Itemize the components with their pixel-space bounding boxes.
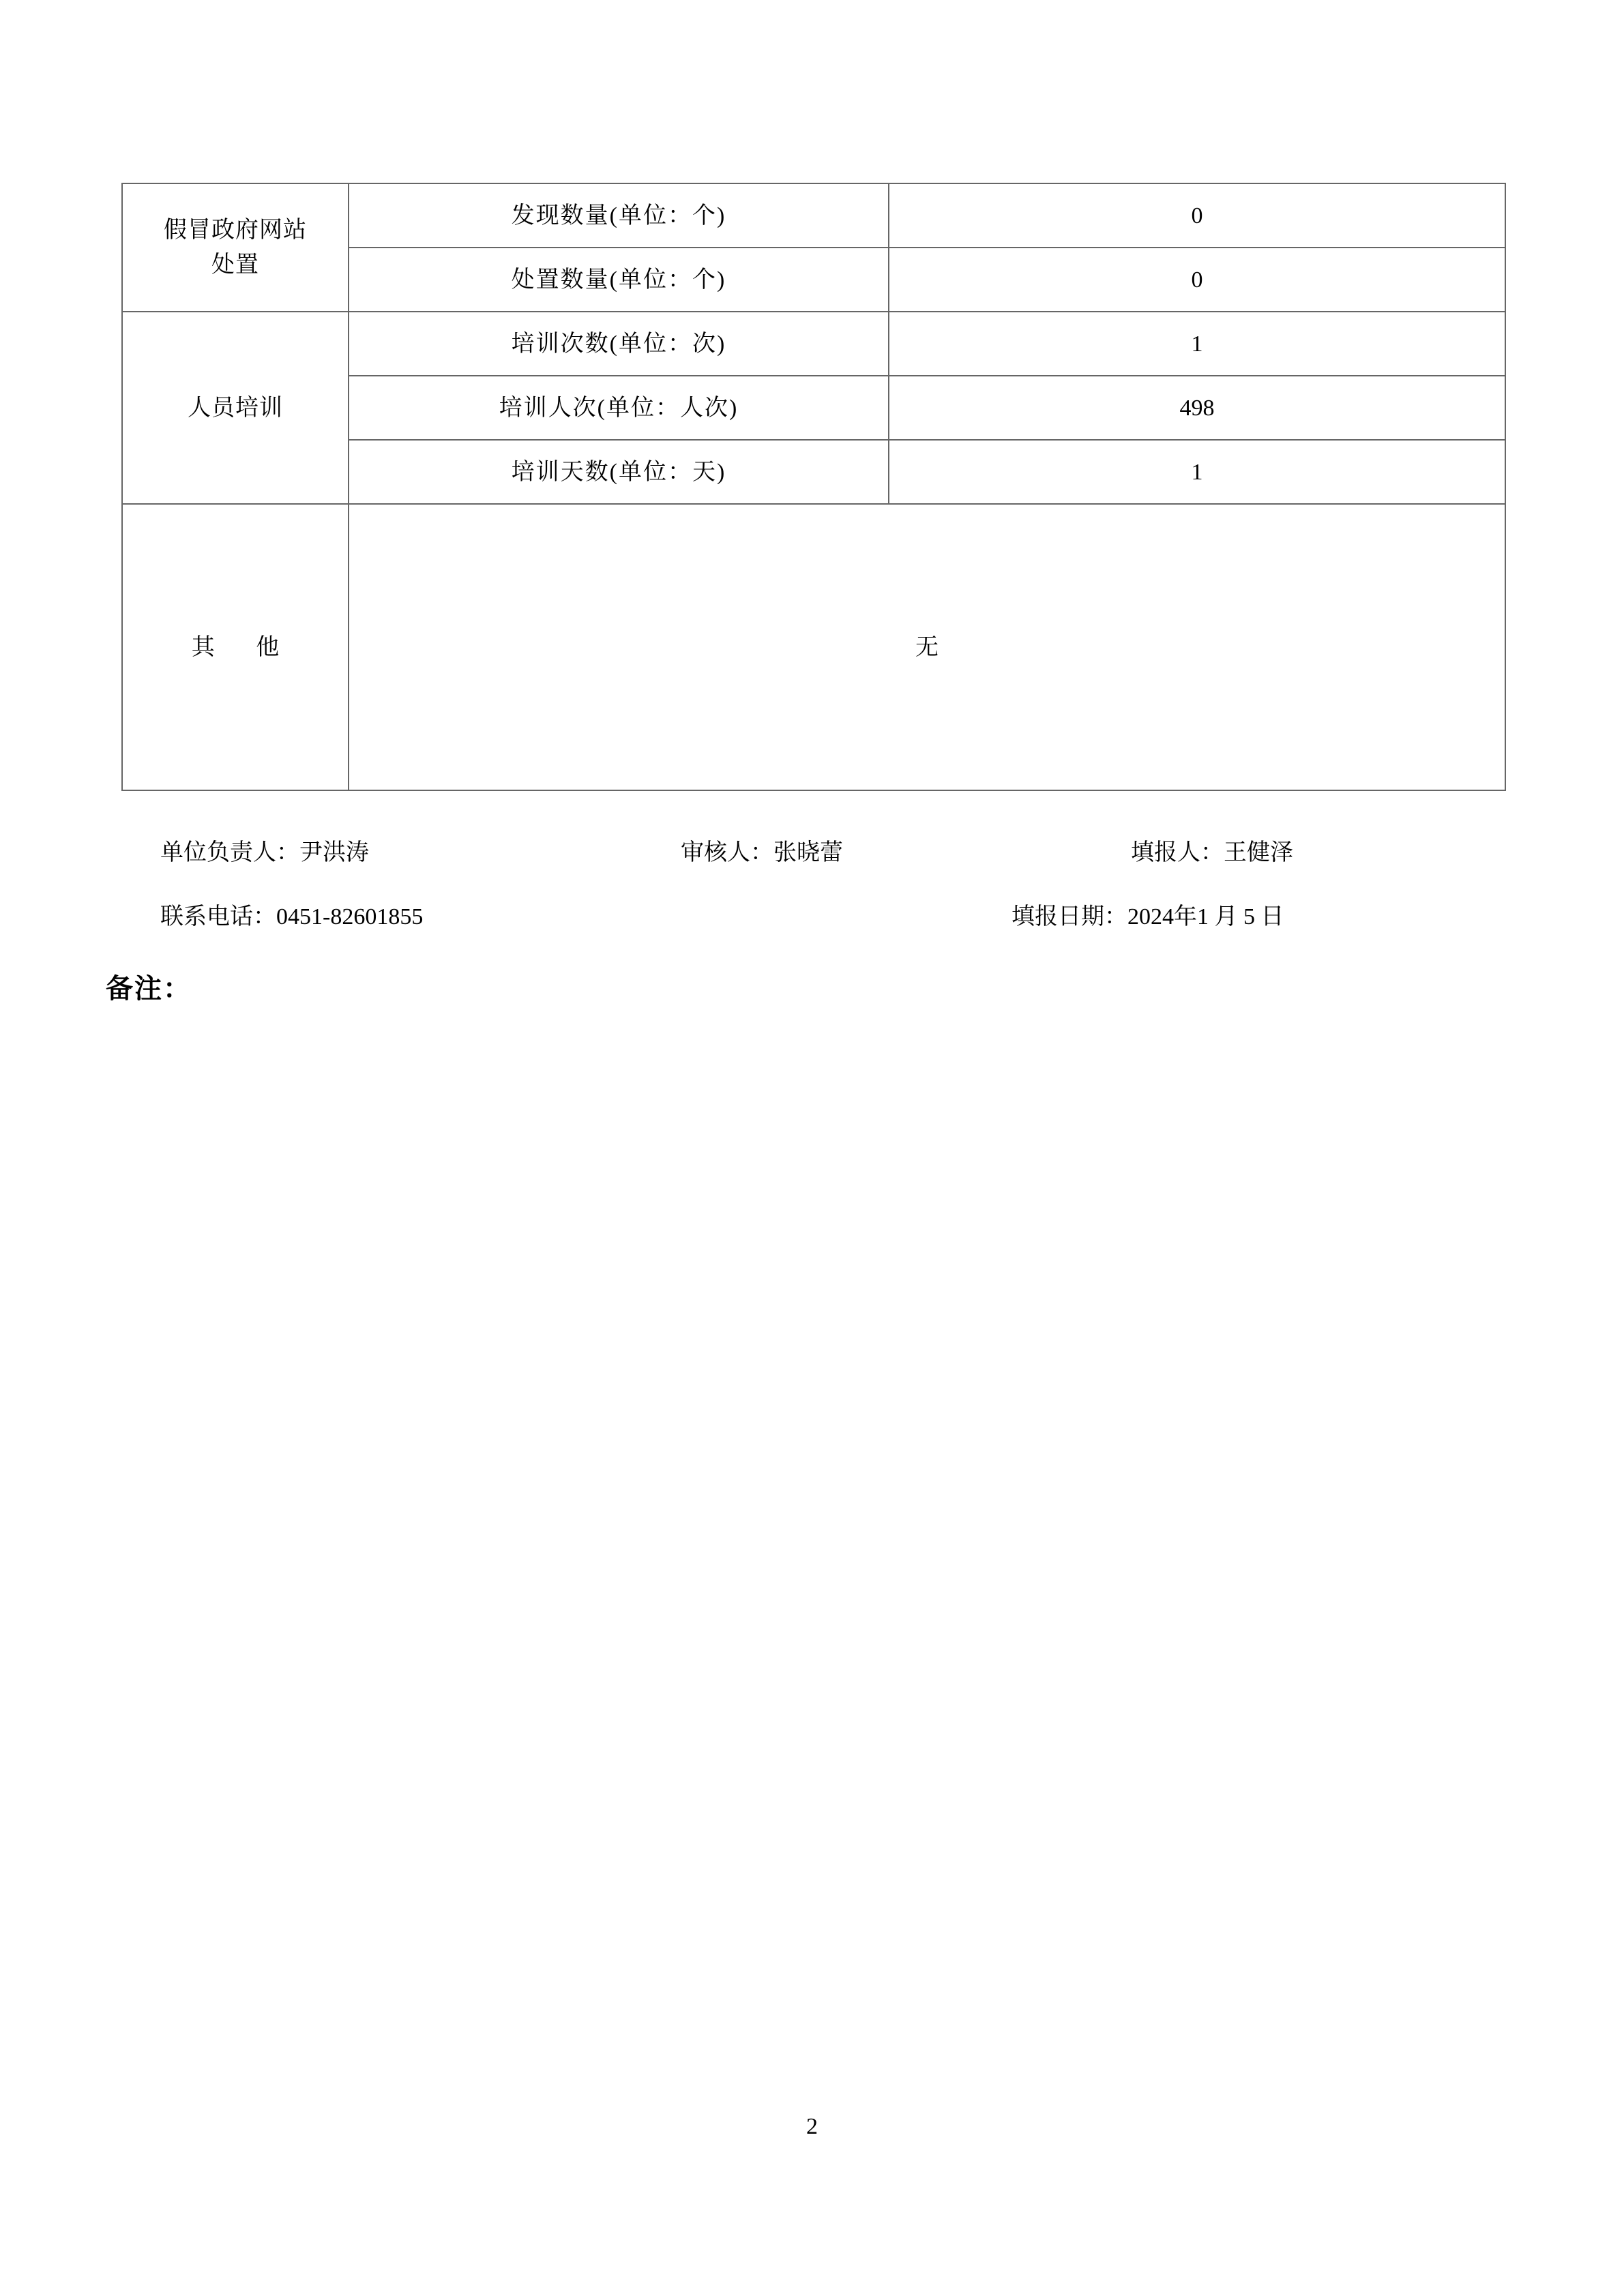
signature-row-1: [121, 833, 1501, 897]
reporter-field: [1131, 833, 1293, 867]
signature-area: [121, 833, 1501, 961]
phone-field: [160, 897, 423, 931]
phone-value: 0451-82601855: [276, 904, 424, 929]
statistics-table: [121, 183, 1506, 791]
note-label: 备注：: [106, 973, 192, 1004]
unit-head-field: [160, 833, 369, 867]
reporter-value: 王健泽: [1224, 840, 1293, 865]
item-value: 1: [889, 440, 1505, 504]
item-label: 培训天数(单位：天): [349, 440, 889, 504]
date-value: 2024年1 月 5 日: [1127, 904, 1284, 929]
item-label: 处置数量(单位：个): [349, 248, 889, 312]
category-cell-other: 其 他: [122, 504, 349, 790]
unit-head-label: 单位负责人：: [160, 840, 299, 865]
date-field: [1012, 897, 1284, 931]
reviewer-value: 张晓蕾: [773, 840, 843, 865]
reviewer-label: 审核人：: [681, 840, 773, 865]
other-value: 无: [349, 504, 1505, 790]
table-row: [122, 312, 1505, 376]
unit-head-value: 尹洪涛: [299, 840, 369, 865]
item-label: 培训人次(单位：人次): [349, 376, 889, 440]
reporter-label: 填报人：: [1131, 840, 1224, 865]
date-label: 填报日期：: [1012, 904, 1127, 929]
category-cell-personnel-training: 人员培训: [122, 312, 349, 504]
reviewer-field: [681, 833, 843, 867]
item-value: 1: [889, 312, 1505, 376]
phone-label: 联系电话：: [160, 904, 276, 929]
item-value: 0: [889, 183, 1505, 248]
category-cell-fake-gov-site: [122, 183, 349, 312]
page-number: 2: [806, 2114, 818, 2139]
item-label: 培训次数(单位：次): [349, 312, 889, 376]
table-row: [122, 504, 1505, 790]
category-line-1: 假冒政府网站: [164, 218, 307, 243]
table-row: [122, 183, 1505, 248]
signature-row-2: [121, 897, 1501, 961]
item-label: 发现数量(单位：个): [349, 183, 889, 248]
item-value: 0: [889, 248, 1505, 312]
category-line-2: 处置: [211, 252, 259, 278]
item-value: 498: [889, 376, 1505, 440]
